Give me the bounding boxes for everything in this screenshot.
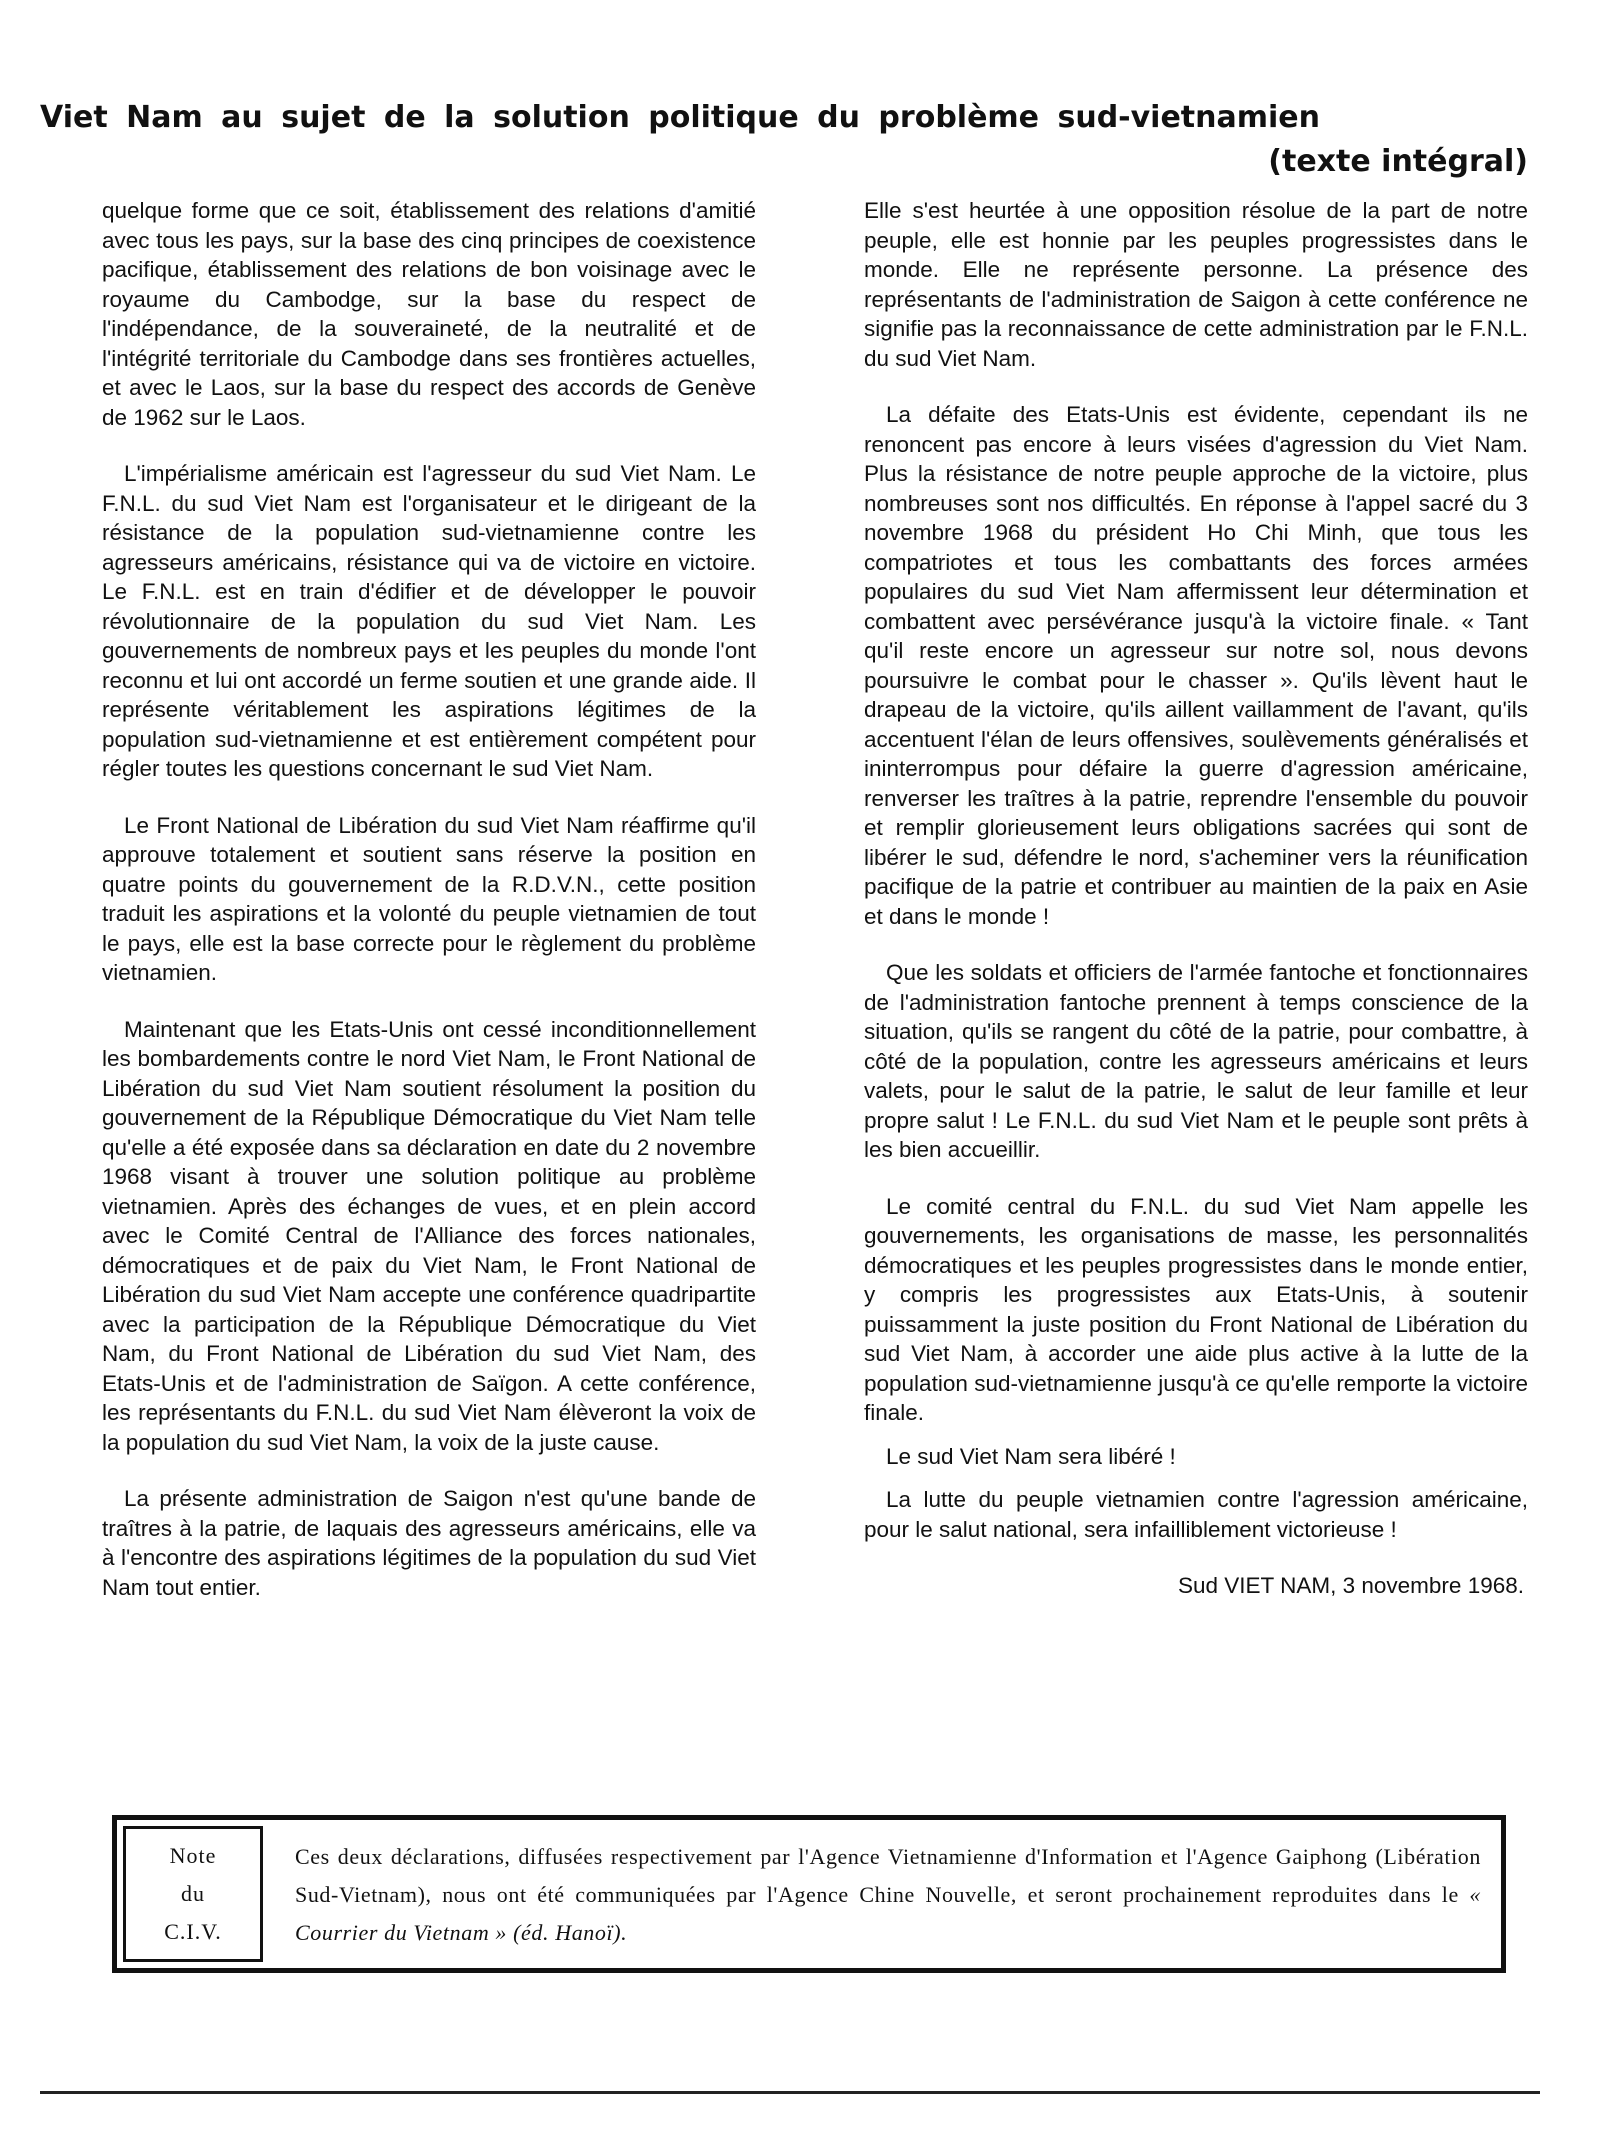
right-paragraph: Le comité central du F.N.L. du sud Viet Nam appelle les gouvernements, les organisations de masse, les personnalités démocratiques et les peuples progressistes dans le monde entier, y compris les progressistes aux Etats-Unis, à soutenir puissamment la juste position du Front National de Libération du sud Viet Nam, à accorder une aide plus active à la lutte de la population sud-vietnamienne jusqu'à ce qu'elle remporte la victoire finale. bbox=[864, 1193, 1528, 1425]
right-paragraph: Le sud Viet Nam sera libéré ! bbox=[886, 1443, 1176, 1469]
page-title-line2: (texte intégral) bbox=[1268, 144, 1528, 179]
page-title-line1: Viet Nam au sujet de la solution politique du problème sud-vietnamien bbox=[40, 100, 1320, 135]
right-paragraph: Que les soldats et officiers de l'armée fantoche et fonctionnaires de l'administration fantoche prennent à temps conscience de la situation, qu'ils se rangent du côté de la patrie, pour combattre, à côté de la population, contre les agresseurs américains et leurs valets, pour le salut de la patrie, le salut de leur famille et leur propre salut ! Le F.N.L. du sud Viet Nam et le peuple sont prêts à les bien accueillir. bbox=[864, 960, 1528, 1162]
bottom-divider bbox=[40, 2091, 1540, 2094]
left-paragraph: L'impérialisme américain est l'agresseur du sud Viet Nam. Le F.N.L. du sud Viet Nam est l'organisateur et le dirigeant de la résistance de la population sud-vietnamienne contre les agresseurs américains, résistance qui va de victoire en victoire. Le F.N.L. est en train d'édifier et de développer le pouvoir révolutionnaire de la population du sud Viet Nam. Les gouvernements de nombreux pays et les peuples du monde l'ont reconnu et lui ont accordé un ferme soutien et une grande aide. Il représente véritablement les aspirations légitimes de la population sud-vietnamienne et est entièrement compétent pour régler toutes les questions concernant le sud Viet Nam. bbox=[102, 461, 756, 781]
editor-note-box bbox=[112, 1815, 1506, 1973]
note-label-line: du bbox=[181, 1881, 205, 1906]
right-paragraph: La défaite des Etats-Unis est évidente, cependant ils ne renoncent pas encore à leurs visées d'agression du Viet Nam. Plus la résistance de notre peuple approche de la victoire, plus nombreuses sont nos difficultés. En réponse à l'appel sacré du 3 novembre 1968 du président Ho Chi Minh, que tous les compatriotes et tous les combattants des forces armées populaires du sud Viet Nam affermissent leur détermination et combattent avec persévérance jusqu'à la victoire finale. « Tant qu'il reste encore un agresseur sur notre sol, nous devons poursuivre le combat pour le chasser ». Qu'ils lèvent haut le drapeau de la victoire, qu'ils aillent vaillamment de l'avant, qu'ils accentuent l'élan de leurs offensives, soulèvements généralisés et ininterrompus pour défaire la guerre d'agression américaine, renverser les traîtres à la patrie, reprendre l'ensemble du pouvoir et remplir glorieusement leurs obligations sacrées qui sont de libérer le sud, défendre le nord, s'acheminer vers la réunification pacifique de la patrie et contribuer au maintien de la paix en Asie et dans le monde ! bbox=[864, 402, 1528, 929]
note-text-italic: « Courrier du Vietnam » (éd. Hanoï). bbox=[295, 1882, 1481, 1945]
left-paragraph: La présente administration de Saigon n'est qu'une bande de traîtres à la patrie, de laquais des agresseurs américains, elle va à l'encontre des aspirations légitimes de la population du sud Viet Nam tout entier. bbox=[102, 1486, 756, 1600]
left-paragraph: Maintenant que les Etats-Unis ont cessé inconditionnellement les bombardements contre le nord Viet Nam, le Front National de Libération du sud Viet Nam soutient résolument la position du gouvernement de la République Démocratique du Viet Nam telle qu'elle a été exposée dans sa déclaration en date du 2 novembre 1968 visant à trouver une solution politique au problème vietnamien. Après des échanges de vues, et en plein accord avec le Comité Central de l'Alliance des forces nationales, démocratiques et de paix du Viet Nam, le Front National de Libération du sud Viet Nam accepte une conférence quadripartite avec la participation de la République Démocratique du Viet Nam, du Front National de Libération du sud Viet Nam, des Etats-Unis et de l'administration de Saïgon. A cette conférence, les représentants du F.N.L. du sud Viet Nam élèveront la voix de la population du sud Viet Nam, la voix de la juste cause. bbox=[102, 1016, 756, 1455]
note-text bbox=[295, 1838, 1481, 1952]
right-paragraph: La lutte du peuple vietnamien contre l'agression américaine, pour le salut national, sera infailliblement victorieuse ! bbox=[864, 1487, 1528, 1542]
note-text-main: Ces deux déclarations, diffusées respectivement par l'Agence Vietnamienne d'Information et l'Agence Gaiphong (Libération Sud-Vietnam), nous ont été communiquées par l'Agence Chine Nouvelle, et seront prochainement reproduites dans le bbox=[295, 1844, 1481, 1907]
right-paragraph: Elle s'est heurtée à une opposition résolue de la part de notre peuple, elle est honnie par les peuples progressistes dans le monde. Elle ne représente personne. La présence des représentants de l'administration de Saigon à cette conférence ne signifie pas la reconnaissance de cette administration par le F.N.L. du sud Viet Nam. bbox=[864, 198, 1528, 371]
left-paragraph: Le Front National de Libération du sud Viet Nam réaffirme qu'il approuve totalement et soutient sans réserve la position en quatre points du gouvernement de la R.D.V.N., cette position traduit les aspirations et la volonté du peuple vietnamien de tout le pays, elle est la base correcte pour le règlement du problème vietnamien. bbox=[102, 812, 756, 985]
note-label bbox=[123, 1826, 263, 1962]
right-column bbox=[864, 196, 1528, 1628]
signature-line: Sud VIET NAM, 3 novembre 1968. bbox=[1177, 1573, 1524, 1598]
left-paragraph: quelque forme que ce soit, établissement des relations d'amitié avec tous les pays, sur la base des cinq principes de coexistence pacifique, établissement des relations de bon voisinage avec le royaume du Cambodge, sur la base du respect de l'indépendance, de la souveraineté, de la neutralité et de l'intégrité territoriale du Cambodge dans ses frontières actuelles, et avec le Laos, sur la base du respect des accords de Genève de 1962 sur le Laos. bbox=[102, 198, 756, 430]
note-label-line: C.I.V. bbox=[164, 1919, 222, 1944]
note-label-line: Note bbox=[169, 1843, 217, 1868]
left-column bbox=[102, 196, 756, 1629]
